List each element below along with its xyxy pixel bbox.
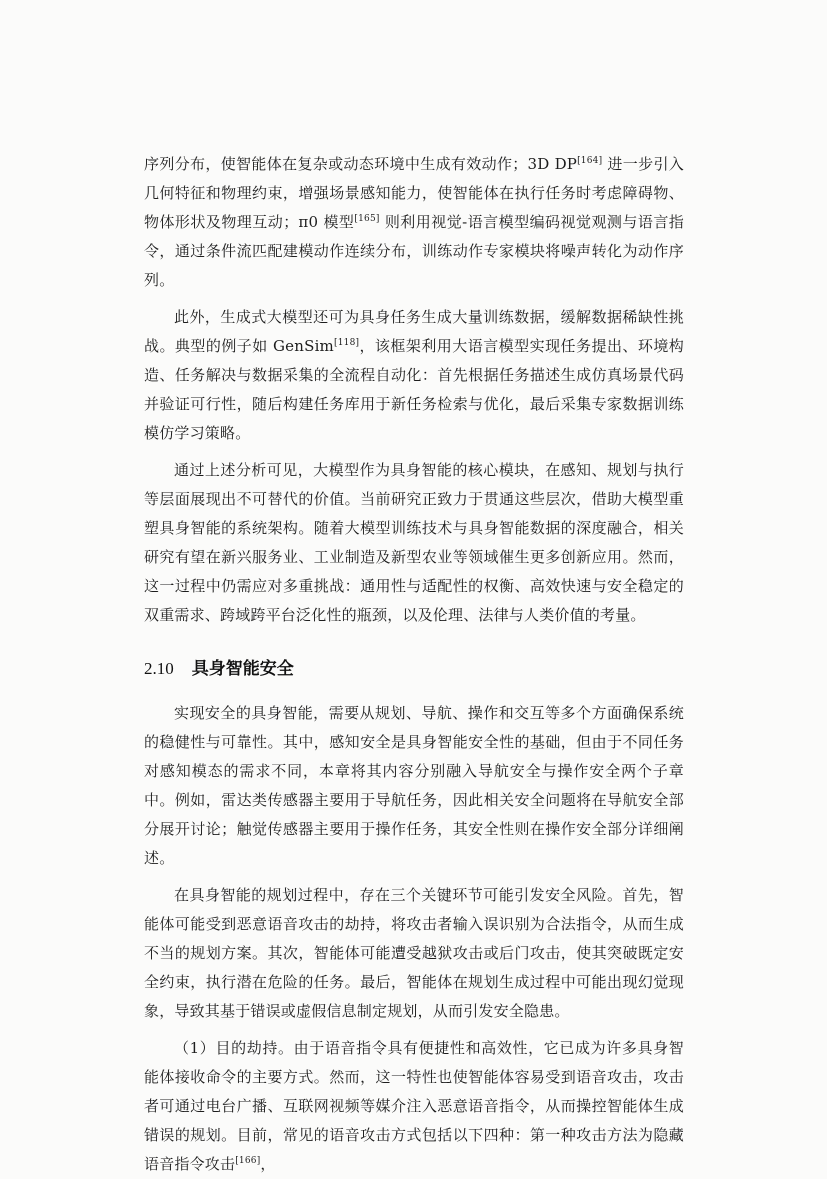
paragraph-summary: [144, 456, 684, 630]
text-run: 进一步引入几何特征和物理约束，增强场景感知能力，使智能体在执行任务时考虑障碍物、物体形状及物理互动；π0 模型: [144, 155, 684, 231]
text-run: 通过上述分析可见，大模型作为具身智能的核心模块，在感知、规划与执行等层面展现出不可替代的价值。当前研究正致力于贯通这些层次，借助大模型重塑具身智能的系统架构。随着大模型训练技术与具身智能数据的深度融合，相关研究有望在新兴服务业、工业制造及新型农业等领域催生更多创新应用。然而，这一过程中仍需应对多重挑战：通用性与适配性的权衡、高效快速与安全稳定的双重需求、跨域跨平台泛化性的瓶颈，以及伦理、法律与人类价值的考量。: [144, 461, 684, 624]
paragraph-planning-risks: [144, 881, 684, 1026]
paragraph-generative-data: [144, 303, 684, 448]
section-title: 具身智能安全: [191, 659, 294, 679]
citation-ref: [165]: [354, 214, 380, 224]
text-run: 序列分布，使智能体在复杂或动态环境中生成有效动作；3D DP: [144, 155, 578, 173]
paragraph-continued: [144, 150, 684, 295]
citation-ref: [118]: [334, 338, 360, 348]
text-run: 在具身智能的规划过程中，存在三个关键环节可能引发安全风险。首先，智能体可能受到恶意语音攻击的劫持，将攻击者输入误识别为合法指令，从而生成不当的规划方案。其次，智能体可能遭受越狱攻击或后门攻击，使其突破既定安全约束，执行潜在危险的任务。最后，智能体在规划生成过程中可能出现幻觉现象，导致其基于错误或虚假信息制定规划，从而引发安全隐患。: [144, 886, 684, 1020]
text-run: ，: [260, 1155, 276, 1173]
body-text: [144, 150, 684, 1179]
citation-ref: [166]: [235, 1156, 261, 1166]
text-run: 此外，生成式大模型还可为具身任务生成大量训练数据，缓解数据稀缺性挑战。典型的例子如 GenSim: [144, 308, 684, 355]
text-run: 实现安全的具身智能，需要从规划、导航、操作和交互等多个方面确保系统的稳健性与可靠性。其中，感知安全是具身智能安全性的基础，但由于不同任务对感知模态的需求不同，本章将其内容分别融入导航安全与操作安全两个子章中。例如，雷达类传感器主要用于导航任务，因此相关安全问题将在导航安全部分展开讨论；触觉传感器主要用于操作任务，其安全性则在操作安全部分详细阐述。: [144, 704, 684, 867]
paragraph-safety-intro: [144, 699, 684, 873]
text-run: 则利用视觉-语言模型编码视觉观测与语言指令，通过条件流匹配建模动作连续分布，训练动作专家模块将噪声转化为动作序列。: [144, 213, 684, 289]
section-number: 2.10: [144, 659, 174, 678]
text-run: ，该框架利用大语言模型实现任务提出、环境构造、任务解决与数据采集的全流程自动化：首先根据任务描述生成仿真场景代码并验证可行性，随后构建任务库用于新任务检索与优化，最后采集专家数据训练模仿学习策略。: [144, 337, 685, 442]
section-heading: [144, 654, 684, 679]
citation-ref: [164]: [577, 156, 603, 166]
paragraph-goal-hijacking: [144, 1034, 684, 1179]
text-run: （1）目的劫持。由于语音指令具有便捷性和高效性，它已成为许多具身智能体接收命令的主要方式。然而，这一特性也使智能体容易受到语音攻击，攻击者可通过电台广播、互联网视频等媒介注入恶意语音指令，从而操控智能体生成错误的规划。目前，常见的语音攻击方式包括以下四种：第一种攻击方法为隐藏语音指令攻击: [144, 1039, 684, 1173]
